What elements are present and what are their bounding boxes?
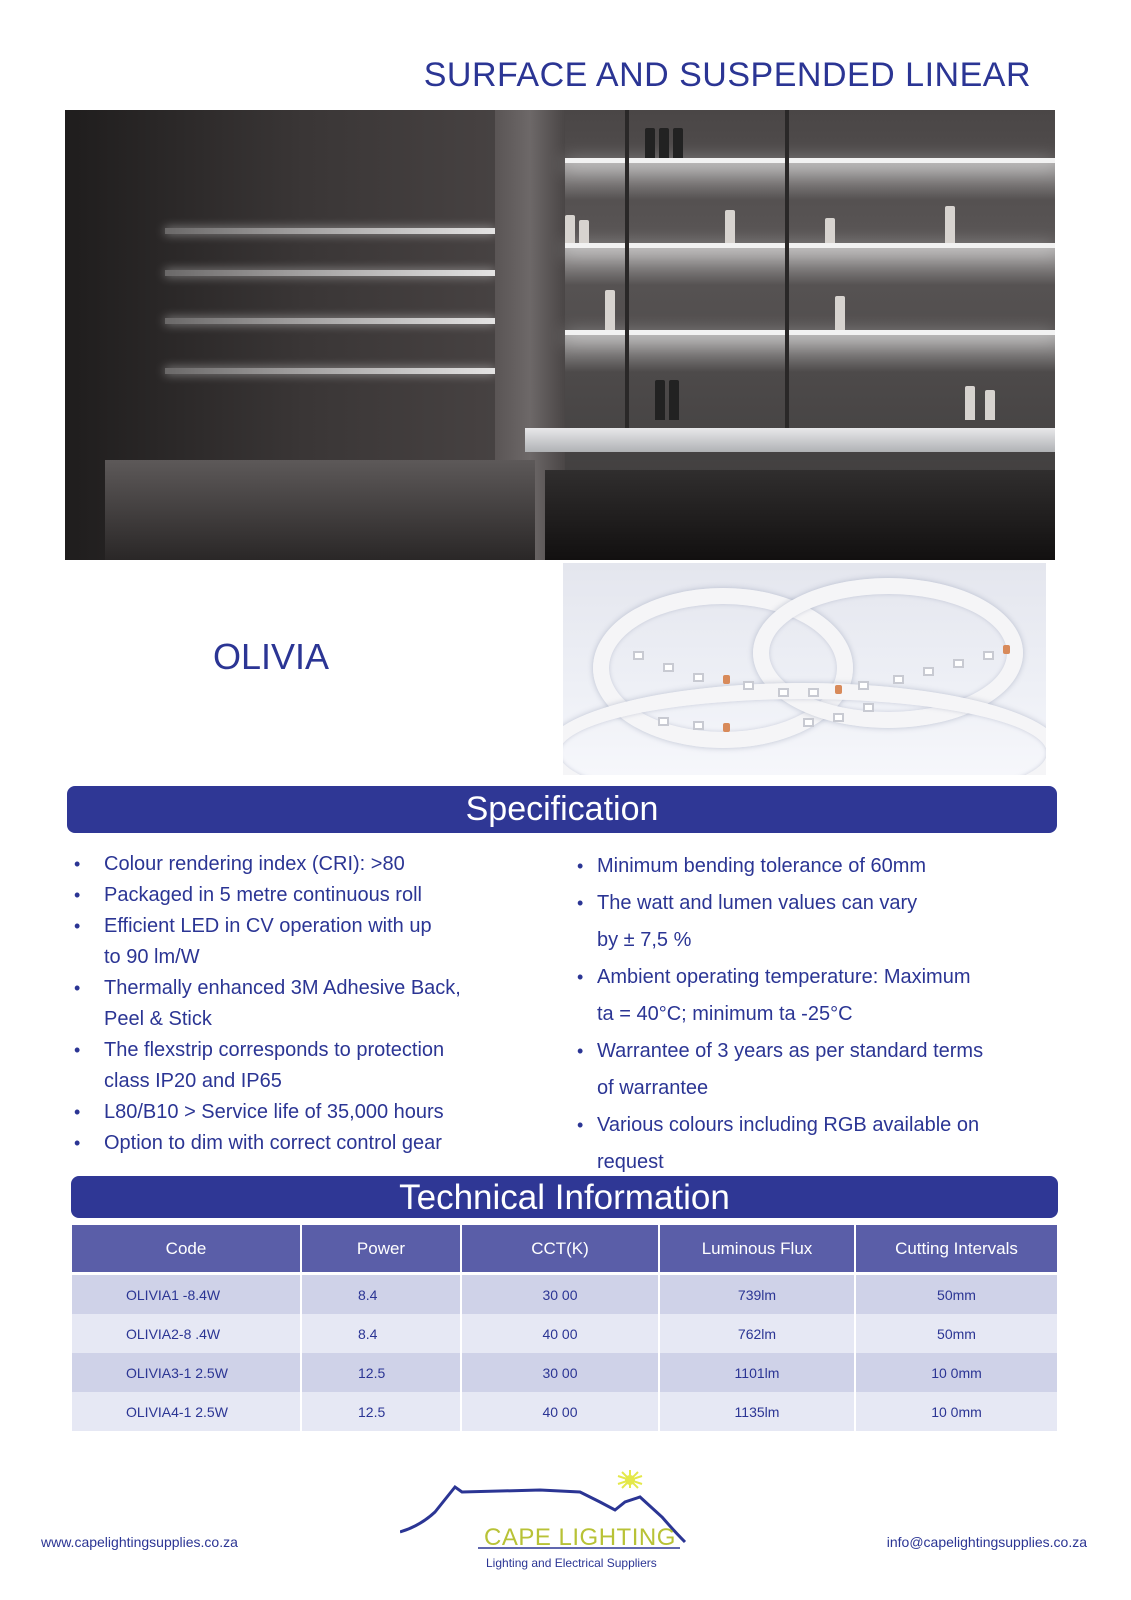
specification-heading: Specification bbox=[67, 786, 1057, 833]
website-link[interactable]: www.capelightingsupplies.co.za bbox=[41, 1534, 238, 1550]
spec-item: • Packaged in 5 metre continuous roll bbox=[70, 880, 540, 911]
cell-cutting: 50mm bbox=[856, 1314, 1057, 1353]
spec-item: • The watt and lumen values can vary by ± 7,5 % bbox=[574, 885, 1044, 959]
column-header-code: Code bbox=[72, 1225, 302, 1275]
page-title: SURFACE AND SUSPENDED LINEAR bbox=[423, 56, 1031, 94]
spec-item: • Efficient LED in CV operation with up to 90 lm/W bbox=[70, 911, 540, 973]
spec-item: • Minimum bending tolerance of 60mm bbox=[574, 848, 1044, 885]
email-link[interactable]: info@capelightingsupplies.co.za bbox=[886, 1534, 1087, 1550]
cell-flux: 1101lm bbox=[660, 1353, 856, 1392]
spec-item: • Thermally enhanced 3M Adhesive Back, Peel & Stick bbox=[70, 973, 540, 1035]
table-row bbox=[72, 1314, 1057, 1353]
table-row bbox=[72, 1275, 1057, 1314]
spec-item: • Colour rendering index (CRI): >80 bbox=[70, 849, 540, 880]
product-photo bbox=[563, 563, 1046, 775]
table-header-row bbox=[72, 1225, 1057, 1275]
column-header-power: Power bbox=[302, 1225, 462, 1275]
cell-cct: 30 00 bbox=[462, 1275, 660, 1314]
cell-cct: 40 00 bbox=[462, 1392, 660, 1431]
spec-list-left bbox=[70, 849, 540, 1159]
spec-item: • The flexstrip corresponds to protection class IP20 and IP65 bbox=[70, 1035, 540, 1097]
spec-item: • Various colours including RGB available on request bbox=[574, 1107, 1044, 1181]
hero-photo bbox=[65, 110, 1055, 560]
cell-code: OLIVIA2-8 .4W bbox=[72, 1314, 302, 1353]
table-row bbox=[72, 1392, 1057, 1431]
column-header-cct: CCT(K) bbox=[462, 1225, 660, 1275]
product-name: OLIVIA bbox=[213, 636, 330, 677]
table-row bbox=[72, 1353, 1057, 1392]
cell-cutting: 50mm bbox=[856, 1275, 1057, 1314]
spec-item: • Warrantee of 3 years as per standard terms of warrantee bbox=[574, 1033, 1044, 1107]
cell-power: 12.5 bbox=[302, 1353, 462, 1392]
cell-cct: 40 00 bbox=[462, 1314, 660, 1353]
column-header-cutting-intervals: Cutting Intervals bbox=[856, 1225, 1057, 1275]
spec-item: • Option to dim with correct control gear bbox=[70, 1128, 540, 1159]
cell-flux: 762lm bbox=[660, 1314, 856, 1353]
cell-code: OLIVIA3-1 2.5W bbox=[72, 1353, 302, 1392]
cell-power: 8.4 bbox=[302, 1275, 462, 1314]
cell-flux: 1135lm bbox=[660, 1392, 856, 1431]
cell-code: OLIVIA1 -8.4W bbox=[72, 1275, 302, 1314]
spec-item: • L80/B10 > Service life of 35,000 hours bbox=[70, 1097, 540, 1128]
sun-icon bbox=[618, 1470, 642, 1488]
column-header-luminous-flux: Luminous Flux bbox=[660, 1225, 856, 1275]
spec-item: • Ambient operating temperature: Maximum ta = 40°C; minimum ta -25°C bbox=[574, 959, 1044, 1033]
technical-table bbox=[72, 1225, 1057, 1431]
cell-power: 8.4 bbox=[302, 1314, 462, 1353]
cell-cutting: 10 0mm bbox=[856, 1353, 1057, 1392]
cell-cutting: 10 0mm bbox=[856, 1392, 1057, 1431]
cell-code: OLIVIA4-1 2.5W bbox=[72, 1392, 302, 1431]
cell-power: 12.5 bbox=[302, 1392, 462, 1431]
logo-tagline: Lighting and Electrical Suppliers bbox=[486, 1556, 657, 1570]
cell-flux: 739lm bbox=[660, 1275, 856, 1314]
technical-heading: Technical Information bbox=[71, 1176, 1058, 1218]
logo-brand-name: CAPE LIGHTING bbox=[484, 1524, 676, 1551]
spec-list-right bbox=[574, 848, 1044, 1181]
cell-cct: 30 00 bbox=[462, 1353, 660, 1392]
